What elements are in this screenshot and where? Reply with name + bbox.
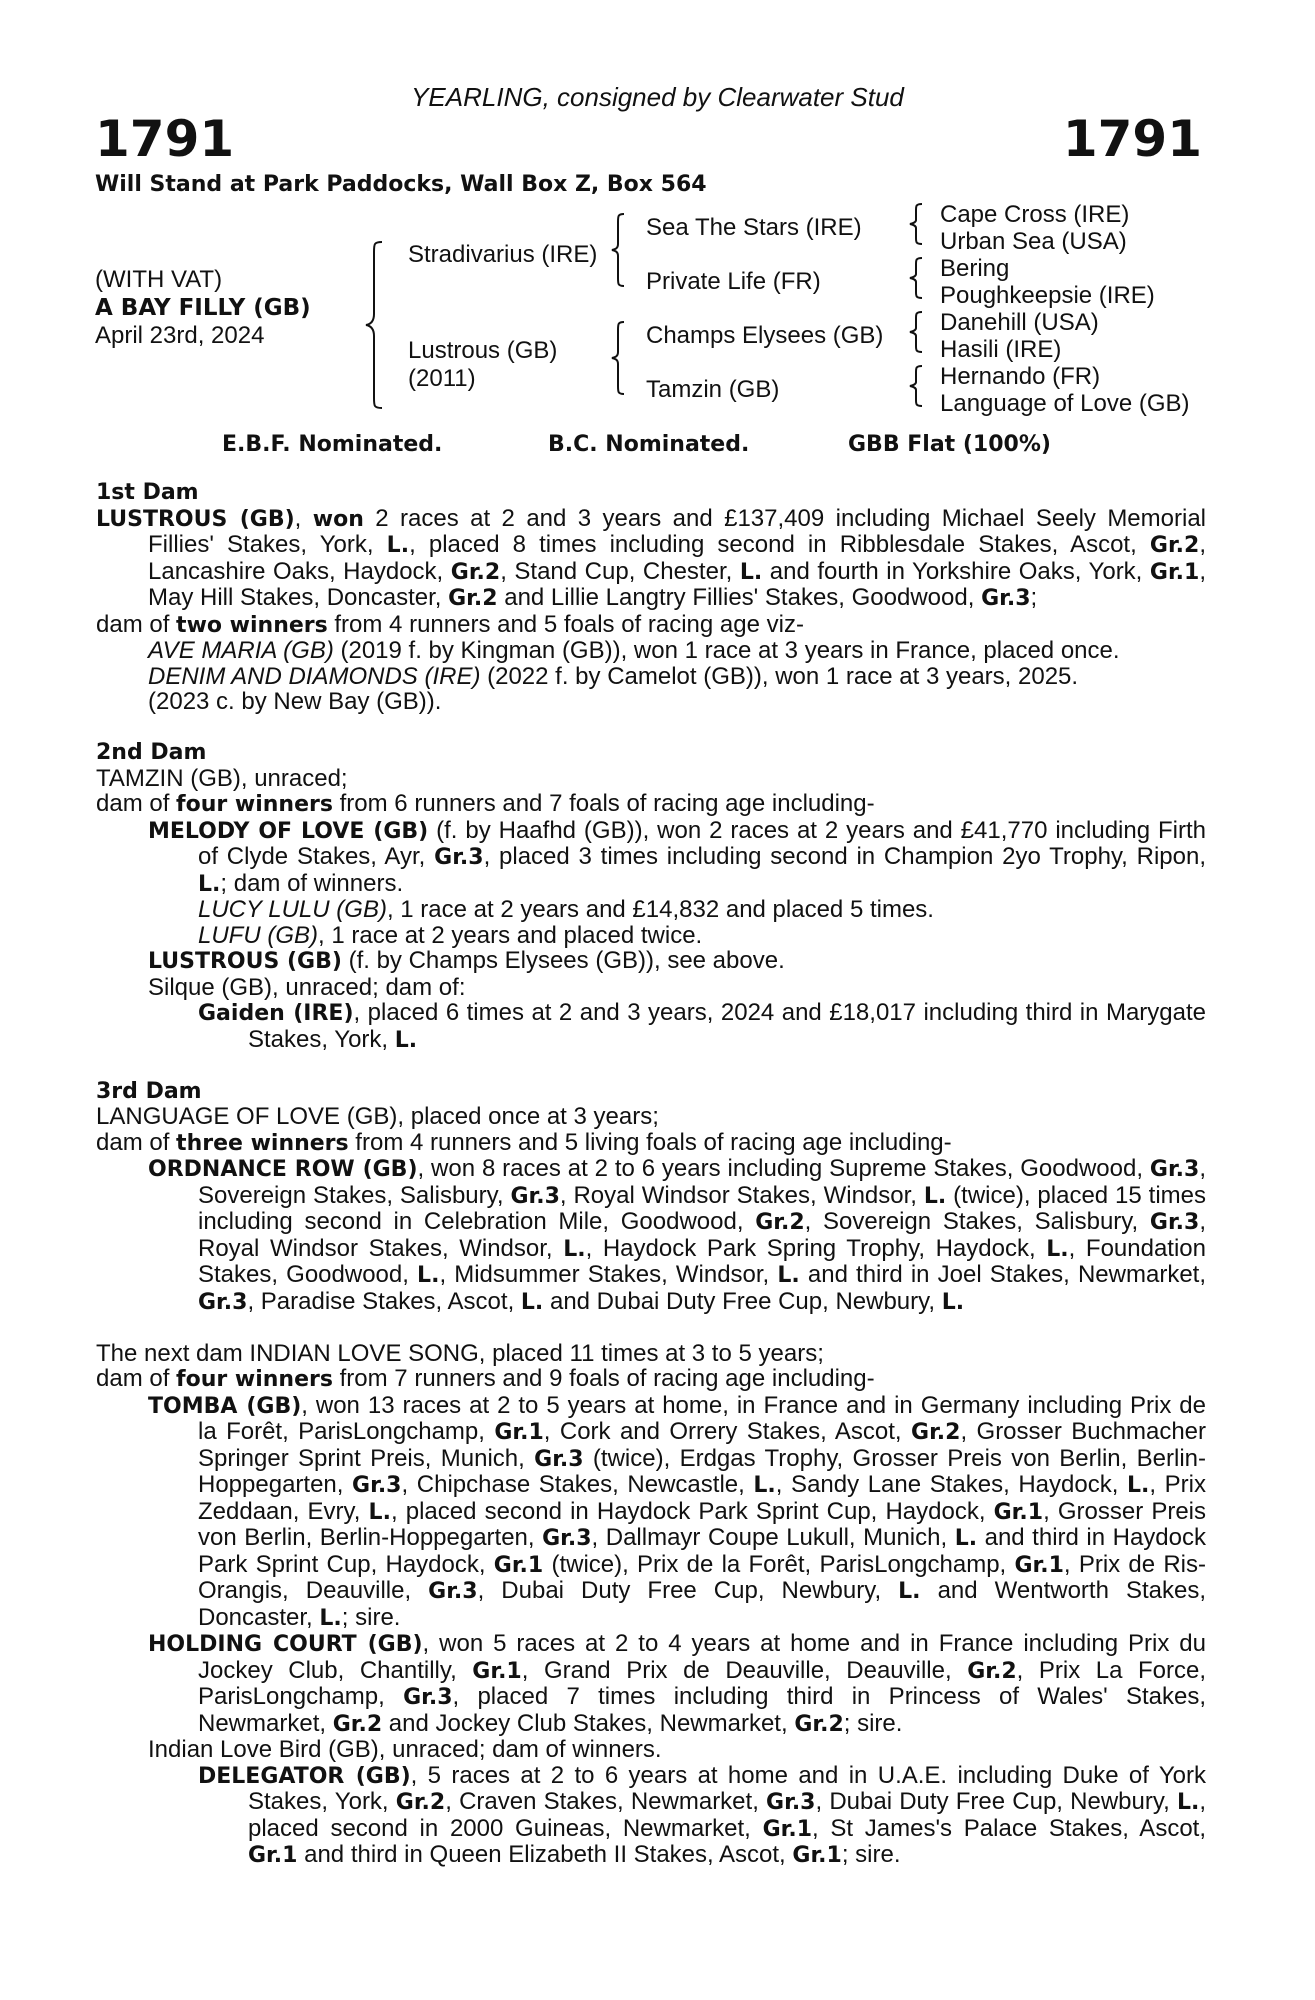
lucy-lulu: LUCY LULU (GB), 1 race at 2 years and £14,832 and placed 5 times.: [198, 896, 934, 923]
third-dam-produce: dam of three winners from 4 runners and 5 living foals of racing age including-: [96, 1128, 952, 1156]
sire-dam: Private Life (FR): [646, 268, 821, 295]
indian-love-bird: Indian Love Bird (GB), unraced; dam of winners.: [148, 1736, 662, 1763]
offspring-ave-maria: AVE MARIA (GB) (2019 f. by Kingman (GB)), won 1 race at 3 years in France, placed once.: [148, 637, 1120, 664]
first-dam-produce: dam of two winners from 4 runners and 5 foals of racing age viz-: [96, 610, 804, 638]
silque: Silque (GB), unraced; dam of:: [148, 973, 466, 1001]
dam-year: (2011): [408, 365, 476, 392]
third-dam-line: LANGUAGE OF LOVE (GB), placed once at 3 years;: [96, 1103, 659, 1130]
horse-name: A BAY FILLY (GB): [95, 295, 311, 321]
first-dam-record: LUSTROUS (GB), won 2 races at 2 and 3 years and £137,409 including Michael Seely Memorial Fillies' Stakes, York, L., placed 8 times including second in Ribblesdale Stakes, Ascot, Gr.2, Lancashire Oaks, Haydock, Gr.2, Stand Cup, Chester, L. and fourth in Yorkshire Oaks, York, Gr.1, May Hill Stakes, Doncaster, Gr.2 and Lillie Langtry Fillies' Stakes, Goodwood, Gr.3;: [96, 504, 1207, 611]
tomba: TOMBA (GB), won 13 races at 2 to 5 years at home, in France and in Germany including Prix de la Forêt, ParisLongchamp, Gr.1, Cork and Orrery Stakes, Ascot, Gr.2, Grosser Buchmacher Springer Sprint Preis, Munich, Gr.3 (twice), Erdgas Trophy, Grosser Preis von Berlin, Berlin-Hoppegarten, Gr.3, Chipchase Stakes, Newcastle, L., Sandy Lane Stakes, Haydock, L., Prix Zeddaan, Evry, L., placed second in Haydock Park Sprint Cup, Haydock, Gr.1, Grosser Preis von Berlin, Berlin-Hoppegarten, Gr.3, Dallmayr Coupe Lukull, Munich, L. and third in Haydock Park Sprint Cup, Haydock, Gr.1 (twice), Prix de la Forêt, ParisLongchamp, Gr.1, Prix de Ris-Orangis, Deauville, Gr.3, Dubai Duty Free Cup, Newbury, L. and Wentworth Stakes, Doncaster, L.; sire.: [148, 1391, 1207, 1631]
next-dam-produce: dam of four winners from 7 runners and 9 foals of racing age including-: [96, 1365, 875, 1392]
sire-sire: Sea The Stars (IRE): [646, 214, 862, 241]
next-dam-line: The next dam INDIAN LOVE SONG, placed 11 times at 3 to 5 years;: [96, 1339, 824, 1367]
lot-number-left: 1791: [95, 110, 235, 168]
sire-bracket: [610, 212, 626, 288]
consignor-line: YEARLING, consigned by Clearwater Stud: [411, 82, 904, 112]
vat-note: (WITH VAT): [95, 266, 223, 293]
foaling-date: April 23rd, 2024: [95, 322, 265, 349]
lustrous-ref: LUSTROUS (GB) (f. by Champs Elysees (GB)), see above.: [148, 947, 785, 974]
ss-bracket: [908, 202, 924, 246]
ordnance-row: ORDNANCE ROW (GB), won 8 races at 2 to 6 years including Supreme Stakes, Goodwood, Gr.3, Sovereign Stakes, Salisbury, Gr.3, Royal Windsor Stakes, Windsor, L. (twice), placed 15 times including second in Celebration Mile, Goodwood, Gr.2, Sovereign Stakes, Salisbury, Gr.3, Royal Windsor Stakes, Windsor, L., Haydock Park Spring Trophy, Haydock, L., Foundation Stakes, Goodwood, L., Midsummer Stakes, Windsor, L. and third in Joel Stakes, Newmarket, Gr.3, Paradise Stakes, Ascot, L. and Dubai Duty Free Cup, Newbury, L.: [148, 1155, 1207, 1315]
ggp-6: Hasili (IRE): [940, 336, 1062, 363]
bc-nomination: B.C. Nominated.: [548, 432, 750, 457]
ggp-1: Cape Cross (IRE): [940, 201, 1130, 228]
first-dam-heading: 1st Dam: [96, 480, 199, 505]
offspring-denim: DENIM AND DIAMONDS (IRE) (2022 f. by Camelot (GB)), won 1 race at 3 years, 2025.: [148, 662, 1079, 690]
dam-bracket: [610, 320, 626, 396]
second-dam-line: TAMZIN (GB), unraced;: [96, 764, 348, 792]
ggp-3: Bering: [940, 255, 1010, 282]
dam-sire: Champs Elysees (GB): [646, 322, 884, 349]
gaiden: Gaiden (IRE), placed 6 times at 2 and 3 years, 2024 and £18,017 including third in Marygate Stakes, York, L.: [198, 999, 1206, 1053]
pedigree-main-bracket: [364, 240, 384, 410]
second-dam-produce: dam of four winners from 6 runners and 7 foals of racing age including-: [96, 790, 875, 817]
dam-dam: Tamzin (GB): [646, 376, 780, 403]
delegator: DELEGATOR (GB), 5 races at 2 to 6 years at home and in U.A.E. including Duke of York Stakes, York, Gr.2, Craven Stakes, Newmarket, Gr.3, Dubai Duty Free Cup, Newbury, L., placed second in 2000 Guineas, Newmarket, Gr.1, St James's Palace Stakes, Ascot, Gr.1 and third in Queen Elizabeth II Stakes, Ascot, Gr.1; sire.: [198, 1761, 1206, 1868]
ggp-7: Hernando (FR): [940, 363, 1101, 390]
ggp-2: Urban Sea (USA): [940, 228, 1127, 255]
ggp-5: Danehill (USA): [940, 309, 1099, 336]
lot-number-right: 1791: [1062, 110, 1202, 168]
ggp-8: Language of Love (GB): [940, 390, 1190, 417]
catalogue-text: [96, 480, 1206, 1869]
first-dam-name: LUSTROUS (GB): [96, 506, 295, 532]
ebf-nomination: E.B.F. Nominated.: [222, 432, 443, 457]
holding-court: HOLDING COURT (GB), won 5 races at 2 to 4 years at home and in France including Prix du Jockey Club, Chantilly, Gr.1, Grand Prix de Deauville, Deauville, Gr.2, Prix La Force, ParisLongchamp, Gr.3, placed 7 times including third in Princess of Wales' Stakes, Newmarket, Gr.2 and Jockey Club Stakes, Newmarket, Gr.2; sire.: [148, 1630, 1206, 1737]
dam-name: Lustrous (GB): [408, 337, 558, 364]
sd-bracket: [908, 256, 924, 300]
melody-of-love: MELODY OF LOVE (GB) (f. by Haafhd (GB)), won 2 races at 2 years and £41,770 including Firth of Clyde Stakes, Ayr, Gr.3, placed 3 times including second in Champion 2yo Trophy, Ripon, L.; dam of winners.: [148, 816, 1207, 897]
dd-bracket: [908, 364, 924, 408]
won-label: won: [312, 506, 364, 532]
stand-location: Will Stand at Park Paddocks, Wall Box Z, Box 564: [95, 172, 707, 197]
offspring-2023-colt: (2023 c. by New Bay (GB)).: [148, 688, 442, 715]
sire-name: Stradivarius (IRE): [408, 241, 598, 268]
second-dam-heading: 2nd Dam: [96, 740, 207, 765]
gbb-flat: GBB Flat (100%): [848, 432, 1051, 457]
lufu: LUFU (GB), 1 race at 2 years and placed twice.: [198, 921, 703, 949]
ds-bracket: [908, 310, 924, 354]
ggp-4: Poughkeepsie (IRE): [940, 282, 1155, 309]
third-dam-heading: 3rd Dam: [96, 1078, 202, 1104]
